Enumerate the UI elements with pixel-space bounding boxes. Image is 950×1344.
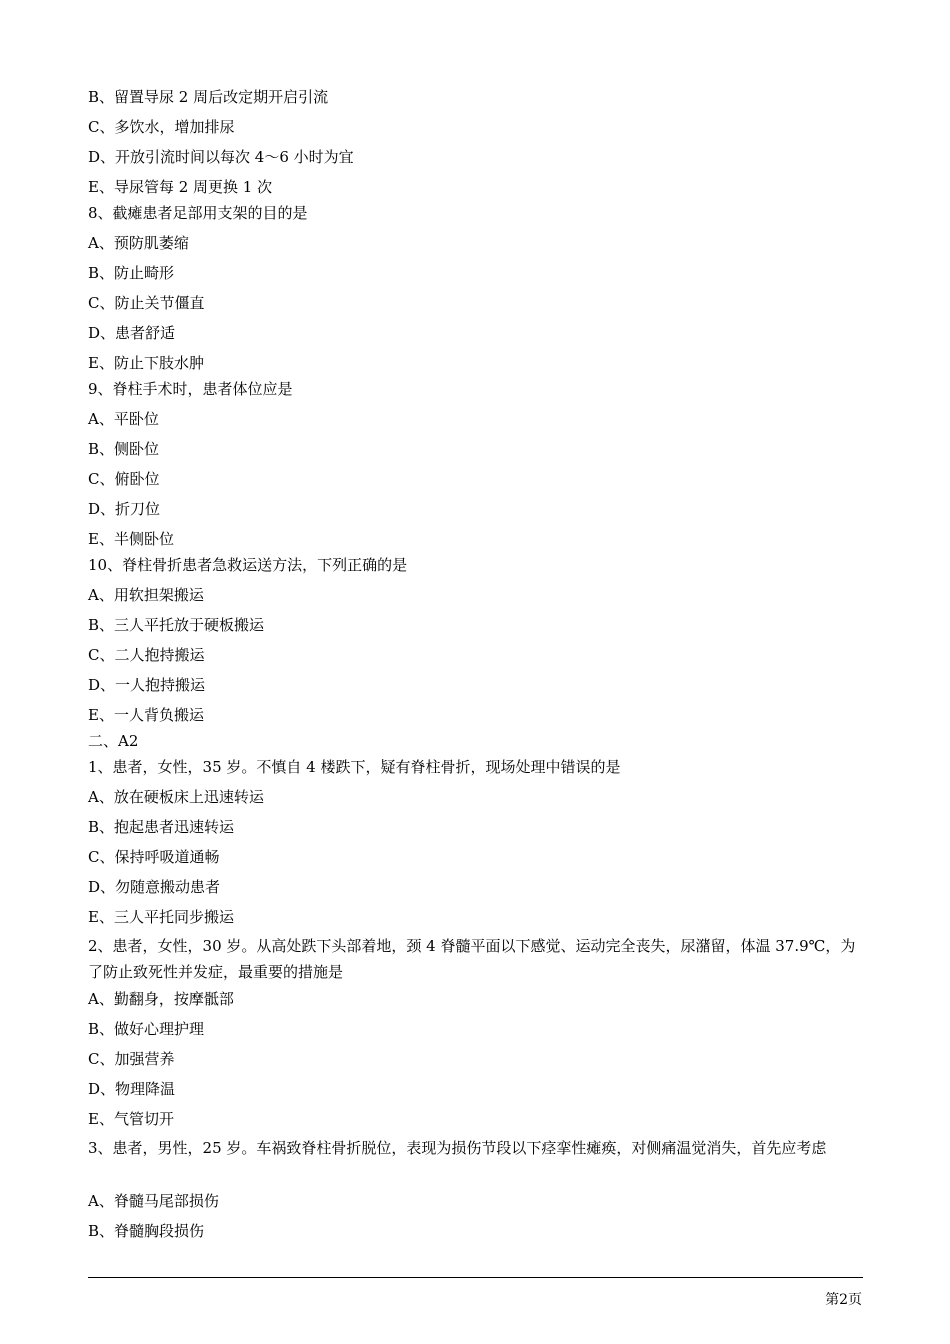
option-line: B、脊髓胸段损伤 [88,1222,205,1240]
section-heading: 二、A2 [88,732,139,750]
text-line: C、多饮水，增加排尿 [88,118,235,136]
option-line: A、预防肌萎缩 [88,234,189,252]
question-line: 2、患者，女性，30 岁。从高处跌下头部着地，颈 4 脊髓平面以下感觉、运动完全丧失，尿潴留，体温 37.9℃，为了防止致死性并发症，最重要的措施是 [88,937,856,981]
option-line: B、三人平托放于硬板搬运 [88,616,265,634]
option-line: D、折刀位 [88,500,161,518]
question-line: 9、脊柱手术时，患者体位应是 [88,380,293,398]
option-line: B、侧卧位 [88,440,160,458]
option-line: D、患者舒适 [88,324,176,342]
question-line: 1、患者，女性，35 岁。不慎自 4 楼跌下，疑有脊柱骨折，现场处理中错误的是 [88,758,621,776]
option-line: E、一人背负搬运 [88,706,204,724]
option-line: A、平卧位 [88,410,159,428]
option-line: E、气管切开 [88,1110,174,1128]
option-line: C、保持呼吸道通畅 [88,848,220,866]
option-line: E、三人平托同步搬运 [88,908,234,926]
option-line: B、抱起患者迅速转运 [88,818,235,836]
page-number: 第2页 [825,1292,862,1308]
text-line: D、开放引流时间以每次 4～6 小时为宜 [88,148,354,166]
question-line: 8、截瘫患者足部用支架的目的是 [88,204,308,222]
option-line: E、半侧卧位 [88,530,174,548]
text-line: E、导尿管每 2 周更换 1 次 [88,178,273,196]
option-line: B、防止畸形 [88,264,175,282]
question-line: 3、患者，男性，25 岁。车祸致脊柱骨折脱位，表现为损伤节段以下痉挛性瘫痪，对侧痛温觉消失，首先应考虑 [88,1139,827,1157]
footer-divider [88,1277,863,1278]
option-line: A、用软担架搬运 [88,586,204,604]
option-line: D、勿随意搬动患者 [88,878,221,896]
option-line: C、二人抱持搬运 [88,646,205,664]
option-line: C、俯卧位 [88,470,160,488]
option-line: D、一人抱持搬运 [88,676,206,694]
option-line: C、防止关节僵直 [88,294,205,312]
text-line: B、留置导尿 2 周后改定期开启引流 [88,88,329,106]
question-line: 10、脊柱骨折患者急救运送方法，下列正确的是 [88,556,408,574]
option-line: B、做好心理护理 [88,1020,205,1038]
option-line: E、防止下肢水肿 [88,354,204,372]
option-line: C、加强营养 [88,1050,175,1068]
option-line: A、勤翻身，按摩骶部 [88,990,234,1008]
option-line: D、物理降温 [88,1080,176,1098]
option-line: A、放在硬板床上迅速转运 [88,788,264,806]
option-line: A、脊髓马尾部损伤 [88,1192,219,1210]
